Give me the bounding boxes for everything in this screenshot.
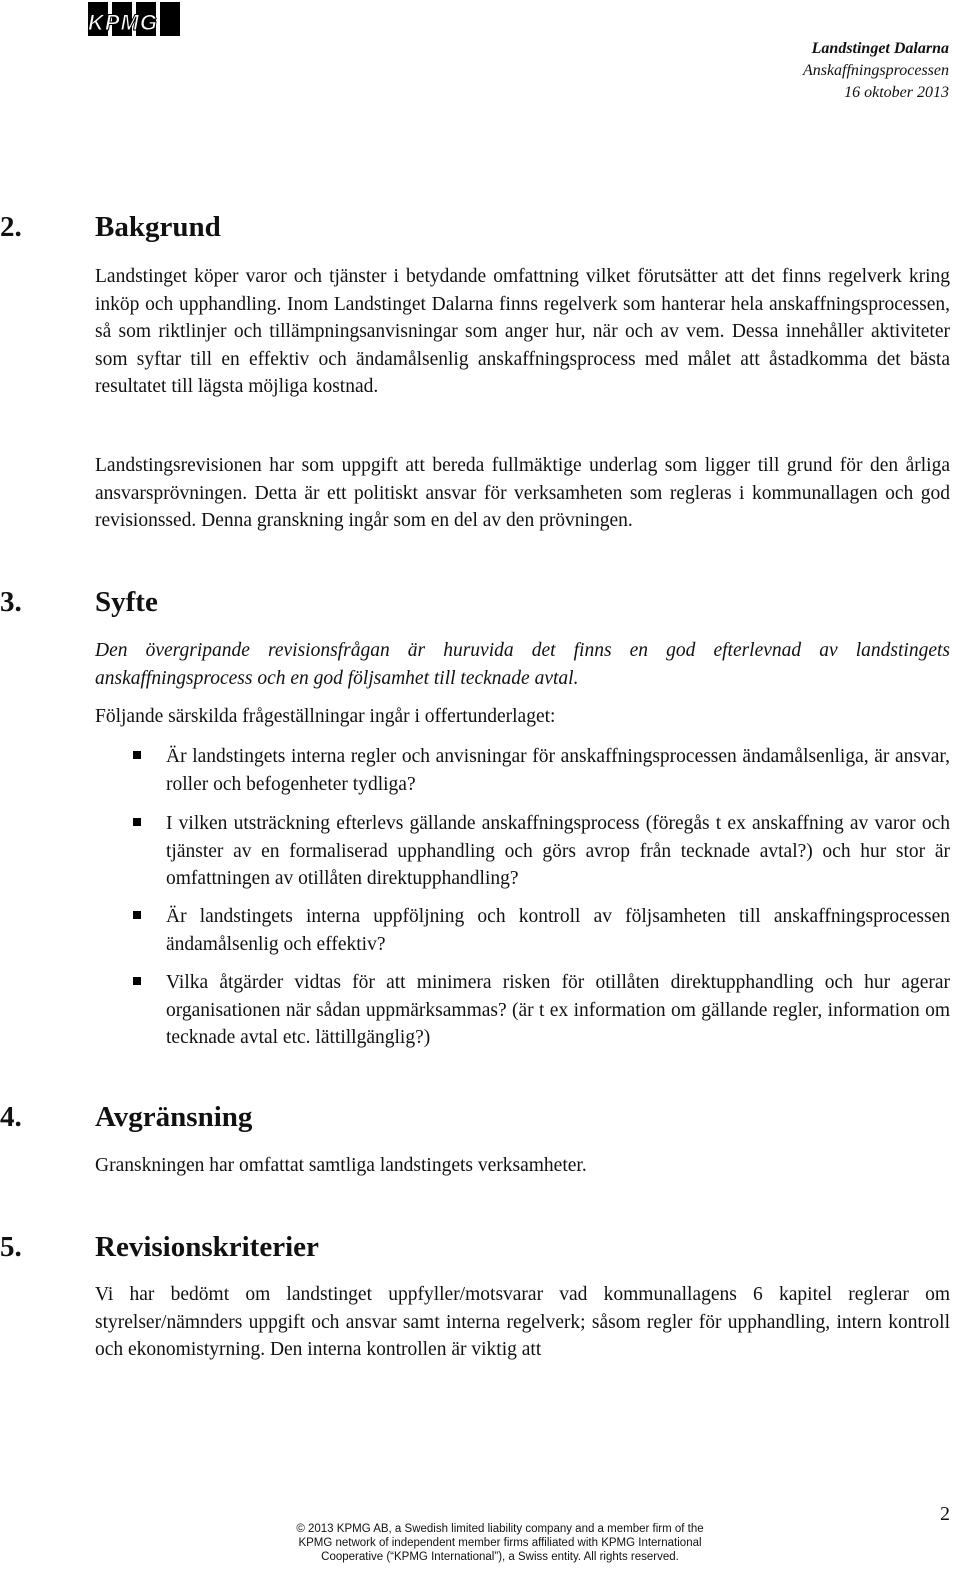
section-3-question: Den övergripande revisionsfrågan är huruvida det finns en god efterlevnad av landstingets anskaffningsprocess och en god följsamhet till tecknade avtal. xyxy=(95,640,950,689)
bullet-marker xyxy=(133,977,141,985)
section-4-paragraph: Granskningen har omfattat samtliga landstingets verksamheter. xyxy=(95,1155,587,1176)
section-3-intro: Följande särskilda frågeställningar ingår i offertunderlaget: xyxy=(95,706,556,727)
footer-line-1: © 2013 KPMG AB, a Swedish limited liability company and a member firm of the xyxy=(296,1523,704,1535)
section-3-number: 3. xyxy=(0,586,22,618)
section-5-title: Revisionskriterier xyxy=(95,1231,319,1263)
bullet-item-1: Är landstingets interna regler och anvisningar för anskaffningsprocessen ändamålsenliga, är ansvar, roller och befogenheter tydliga? xyxy=(166,746,950,795)
logo-text: KPMG xyxy=(88,10,158,35)
header-date: 16 oktober 2013 xyxy=(844,84,949,101)
footer-line-2: KPMG network of independent member firms affiliated with KPMG International xyxy=(298,1537,702,1549)
section-5-number: 5. xyxy=(0,1231,22,1263)
bullet-item-3: Är landstingets interna uppföljning och kontroll av följsamheten till anskaffningsprocessen ändamålsenlig och effektiv? xyxy=(166,906,950,955)
section-2-paragraph-1: Landstinget köper varor och tjänster i betydande omfattning vilket förutsätter att det finns regelverk kring inköp och upphandling. Inom Landstinget Dalarna finns regelverk som hanterar hela anskaffningsprocessen, så som riktlinjer och tillämpningsanvisningar som anger hur, när och av vem. Dessa innehåller aktiviteter som syftar till en effektiv och ändamålsenlig anskaffningsprocess med målet att åstadkomma det bästa resultatet till lägsta möjliga kostnad. xyxy=(95,266,950,397)
bullet-item-4: Vilka åtgärder vidtas för att minimera risken för otillåten direktupphandling och hur agerar organisationen när sådan uppmärksammas? (är t ex information om gällande regler, information om tecknade avtal etc. lättillgänglig?) xyxy=(166,972,950,1048)
section-2-title: Bakgrund xyxy=(95,211,221,243)
section-2-number: 2. xyxy=(0,211,22,243)
page-number: 2 xyxy=(940,1503,950,1525)
kpmg-logo xyxy=(88,2,180,36)
section-3-title: Syfte xyxy=(95,586,158,618)
footer-line-3: Cooperative (“KPMG International”), a Swiss entity. All rights reserved. xyxy=(321,1551,679,1563)
bullet-marker xyxy=(133,911,141,919)
section-4-title: Avgränsning xyxy=(95,1101,253,1133)
bullet-marker xyxy=(133,751,141,759)
section-4-number: 4. xyxy=(0,1101,22,1133)
section-2-paragraph-2: Landstingsrevisionen har som uppgift att bereda fullmäktige underlag som ligger till grund för den årliga ansvarsprövningen. Detta är ett politiskt ansvar för verksamheten som regleras i kommunallagen och god revisionssed. Denna granskning ingår som en del av den prövningen. xyxy=(95,455,950,531)
section-5-paragraph: Vi har bedömt om landstinget uppfyller/motsvarar vad kommunallagens 6 kapitel reglerar om styrelser/nämnders uppgift och ansvar samt interna regelverk; såsom regler för upphandling, intern kontroll och ekonomistyrning. Den interna kontrollen är viktig att xyxy=(95,1284,950,1360)
footer-copyright xyxy=(270,1522,730,1564)
bullet-item-2: I vilken utsträckning efterlevs gällande anskaffningsprocess (föregås t ex anskaffning av varor och tjänster av en formaliserad upphandling och görs avrop från tecknade avtal?) och hur stor är omfattningen av otillåten direktupphandling? xyxy=(166,813,950,889)
bullet-marker xyxy=(133,818,141,826)
header-subject: Anskaffningsprocessen xyxy=(802,62,949,79)
header-organization: Landstinget Dalarna xyxy=(811,40,949,57)
